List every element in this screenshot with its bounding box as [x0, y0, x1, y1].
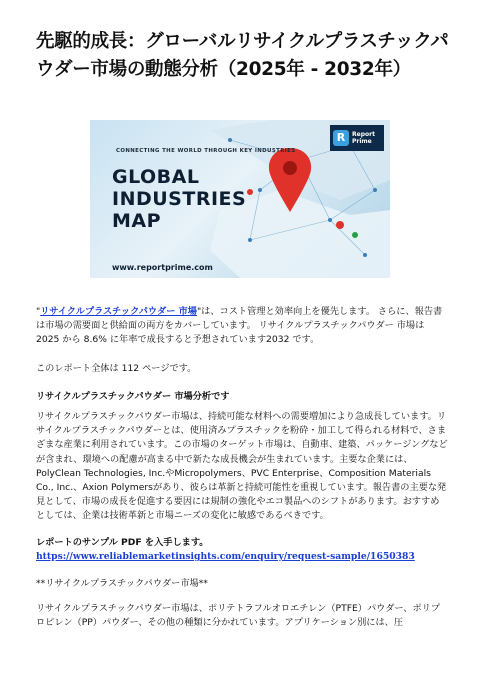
banner-headline	[112, 166, 246, 232]
page-title: 先駆的成長：グローバルリサイクルプラスチックパウダー市場の動態分析（2025年 - 2032年）	[36, 31, 449, 80]
sample-label: レポートのサンプル PDF を入手します。	[36, 537, 209, 548]
intro-paragraph	[36, 305, 448, 348]
banner-headline-line3: MAP	[112, 210, 162, 232]
sample-request	[36, 536, 448, 564]
market-marker: **リサイクルプラスチックパウダー市場**	[36, 578, 208, 589]
analysis-body: リサイクルプラスチックパウダー市場は、持続可能な材料への需要増加により急成長しています。リサイクルプラスチックパウダーとは、使用済みプラスチックを粉砕・加工して得られる材料で、さまざまな産業に利用されています。この市場のターゲット市場は、自動車、建築、パッケージングなどが含まれ、環境への配慮が高まる中で新たな成長機会が生まれています。主要な企業には、PolyClean Technologies, Inc.やMicropolymers、PVC Enterprise、Composition Materials Co., Inc.、Axion Polymersがあり、彼らは革新と持続可能性を重視しています。報告書の主要な発見として、市場の成長を促進する要因には規制の強化やエコ製品へのシフトがあります。おすすめとしては、企業は技術革新と市場ニーズの変化に敏感であるべきです。	[36, 411, 448, 522]
market-link[interactable]: リサイクルプラスチックパウダー 市場	[40, 306, 197, 317]
report-prime-logo	[330, 125, 384, 151]
banner-website: www.reportprime.com	[112, 263, 213, 272]
banner-tagline: CONNECTING THE WORLD THROUGH KEY INDUSTRIES	[116, 148, 296, 154]
intro-text: "は、コスト管理と効率向上を優先します。 さらに、報告書は市場の需要面と供給面の両方をカバーしています。 リサイクルプラスチックパウダー 市場は 2025 から 8.6% に年率で成長すると予想されています2032 です。	[36, 306, 443, 346]
logo-text	[352, 131, 375, 145]
logo-mark-icon: R	[333, 130, 349, 146]
banner-headline-line1: GLOBAL	[112, 166, 200, 188]
sample-url-link[interactable]: https://www.reliablemarketinsights.com/enquiry/request-sample/1650383	[36, 551, 415, 563]
logo-text-line2: Prime	[352, 138, 372, 145]
segment-paragraph: リサイクルプラスチックパウダー市場は、ポリテトラフルオロエチレン（PTFE）パウダー、ポリプロピレン（PP）パウダー、その他の種類に分かれています。アプリケーション別には、圧	[36, 603, 441, 629]
banner-image	[90, 120, 390, 278]
analysis-heading: リサイクルプラスチックパウダー 市場分析です	[36, 391, 230, 402]
banner-headline-line2: INDUSTRIES	[112, 188, 247, 210]
intro-quote: "	[36, 306, 41, 317]
logo-text-line1: Report	[352, 131, 375, 138]
pages-note: このレポート全体は 112 ページです。	[36, 363, 197, 374]
